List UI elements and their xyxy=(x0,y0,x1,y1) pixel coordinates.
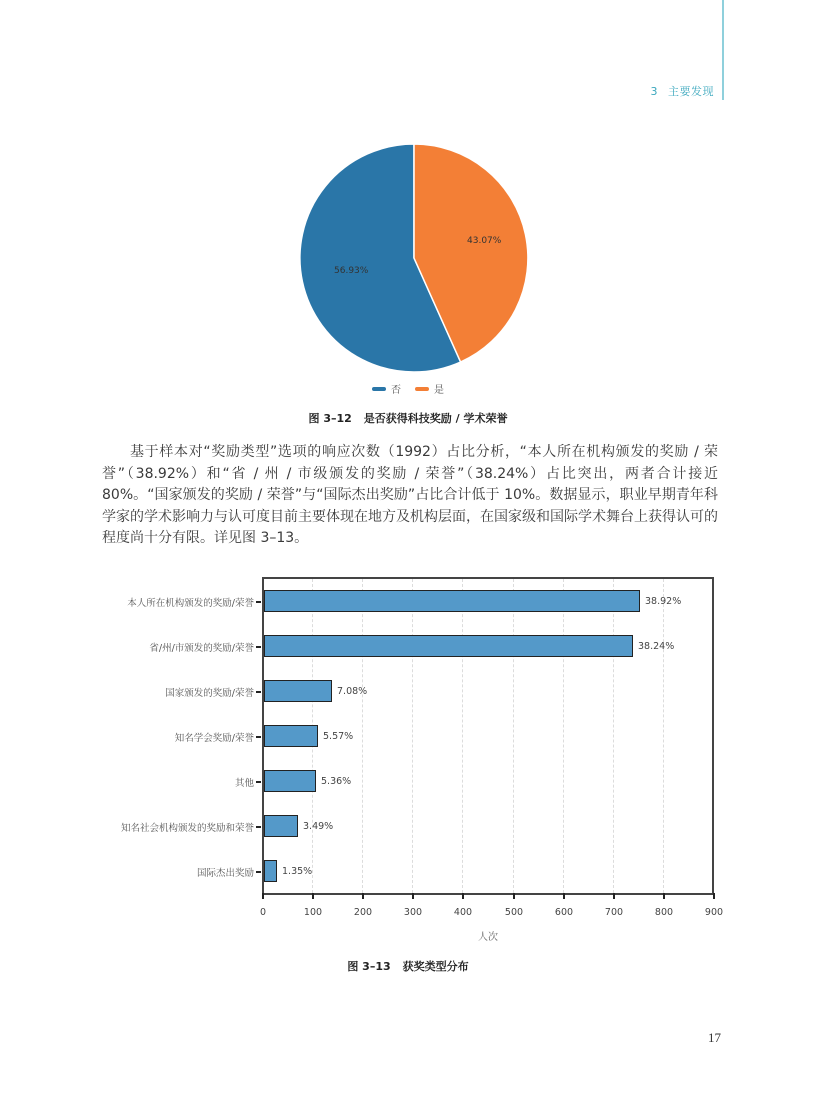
legend-item-no xyxy=(372,381,401,396)
figure-3-12-caption xyxy=(0,410,816,426)
x-tick xyxy=(663,893,665,899)
figure-title: 获奖类型分布 xyxy=(402,960,469,973)
bar-value-label: 7.08% xyxy=(337,686,368,697)
x-axis-title: 人次 xyxy=(478,932,498,943)
grid-line-500 xyxy=(513,579,514,893)
category-label: 国家颁发的奖励/荣誉 xyxy=(165,688,254,699)
y-tick xyxy=(256,871,261,873)
x-tick xyxy=(713,893,715,899)
running-header xyxy=(651,83,715,99)
figure-number: 图 3–13 xyxy=(347,960,391,973)
figure-title: 是否获得科技奖励 / 学术荣誉 xyxy=(363,412,508,425)
x-tick-label: 0 xyxy=(259,907,267,918)
bar-chart-plot-area xyxy=(262,577,714,895)
body-paragraph: 基于样本对“奖励类型”选项的响应次数（1992）占比分析，“本人所在机构颁发的奖励 / 荣誉”（38.92%）和“省 / 州 / 市级颁发的奖励 / 荣誉”（38.24%）占比突出，两者合计接近 80%。“国家颁发的奖励 / 荣誉”与“国际杰出奖励”占比合计低于 10%。数据显示，职业早期青年科学家的学术影响力与认可度目前主要体现在地方及机构层面，在国家级和国际学术舞台上获得认可的程度尚十分有限。详见图 3–13。 xyxy=(102,444,718,546)
x-tick-label: 200 xyxy=(353,907,373,918)
bar-value-label: 5.36% xyxy=(321,776,352,787)
pie-label-yes: 43.07% xyxy=(467,236,502,246)
grid-line-400 xyxy=(462,579,463,893)
x-tick xyxy=(362,893,364,899)
figure-number: 图 3–12 xyxy=(308,412,352,425)
chapter-title: 主要发现 xyxy=(668,85,714,98)
legend-swatch-yes xyxy=(415,387,429,391)
grid-line-800 xyxy=(663,579,664,893)
y-tick xyxy=(256,691,261,693)
y-tick xyxy=(256,736,261,738)
category-label: 本人所在机构颁发的奖励/荣誉 xyxy=(127,598,254,609)
y-tick xyxy=(256,601,261,603)
category-label: 省/州/市颁发的奖励/荣誉 xyxy=(149,643,254,654)
category-label: 其他 xyxy=(234,778,254,789)
x-tick xyxy=(312,893,314,899)
x-tick-label: 600 xyxy=(554,907,574,918)
category-label: 知名社会机构颁发的奖励和荣誉 xyxy=(120,823,254,834)
bar-value-label: 38.92% xyxy=(645,596,682,607)
bar-social-org-award xyxy=(264,815,298,837)
legend-item-yes xyxy=(415,381,444,396)
x-tick-label: 700 xyxy=(604,907,624,918)
figure-3-13-caption xyxy=(0,958,816,974)
y-tick xyxy=(256,781,261,783)
y-tick xyxy=(256,826,261,828)
page-number: 17 xyxy=(708,1030,721,1045)
grid-line-200 xyxy=(362,579,363,893)
x-tick-label: 800 xyxy=(654,907,674,918)
bar-national-award xyxy=(264,680,332,702)
x-tick xyxy=(613,893,615,899)
x-tick-label: 300 xyxy=(403,907,423,918)
pie-label-no: 56.93% xyxy=(334,266,369,276)
bar-value-label: 1.35% xyxy=(282,866,313,877)
x-tick-label: 400 xyxy=(453,907,473,918)
bar-international-award xyxy=(264,860,277,882)
x-tick-label: 500 xyxy=(504,907,524,918)
pie-chart xyxy=(300,144,528,372)
grid-line-300 xyxy=(412,579,413,893)
legend-swatch-no xyxy=(372,387,386,391)
grid-line-700 xyxy=(613,579,614,893)
legend-label-yes: 是 xyxy=(434,385,444,396)
pie-chart-svg xyxy=(300,144,528,372)
bar-value-label: 3.49% xyxy=(303,821,334,832)
x-tick xyxy=(262,893,264,899)
legend-label-no: 否 xyxy=(391,385,401,396)
x-tick-label: 100 xyxy=(303,907,323,918)
grid-line-600 xyxy=(563,579,564,893)
header-accent-rule xyxy=(722,0,724,100)
bar-society-award xyxy=(264,725,318,747)
x-tick xyxy=(412,893,414,899)
category-label: 知名学会奖励/荣誉 xyxy=(174,733,254,744)
pie-legend xyxy=(0,381,816,396)
chapter-number: 3 xyxy=(650,85,658,98)
x-tick xyxy=(563,893,565,899)
x-tick xyxy=(462,893,464,899)
x-tick-label: 900 xyxy=(704,907,724,918)
bar-other xyxy=(264,770,316,792)
y-tick xyxy=(256,646,261,648)
x-tick xyxy=(513,893,515,899)
bar-provincial-award xyxy=(264,635,633,657)
bar-institution-award xyxy=(264,590,640,612)
bar-value-label: 5.57% xyxy=(323,731,354,742)
category-label: 国际杰出奖励 xyxy=(196,868,254,879)
bar-value-label: 38.24% xyxy=(638,641,675,652)
